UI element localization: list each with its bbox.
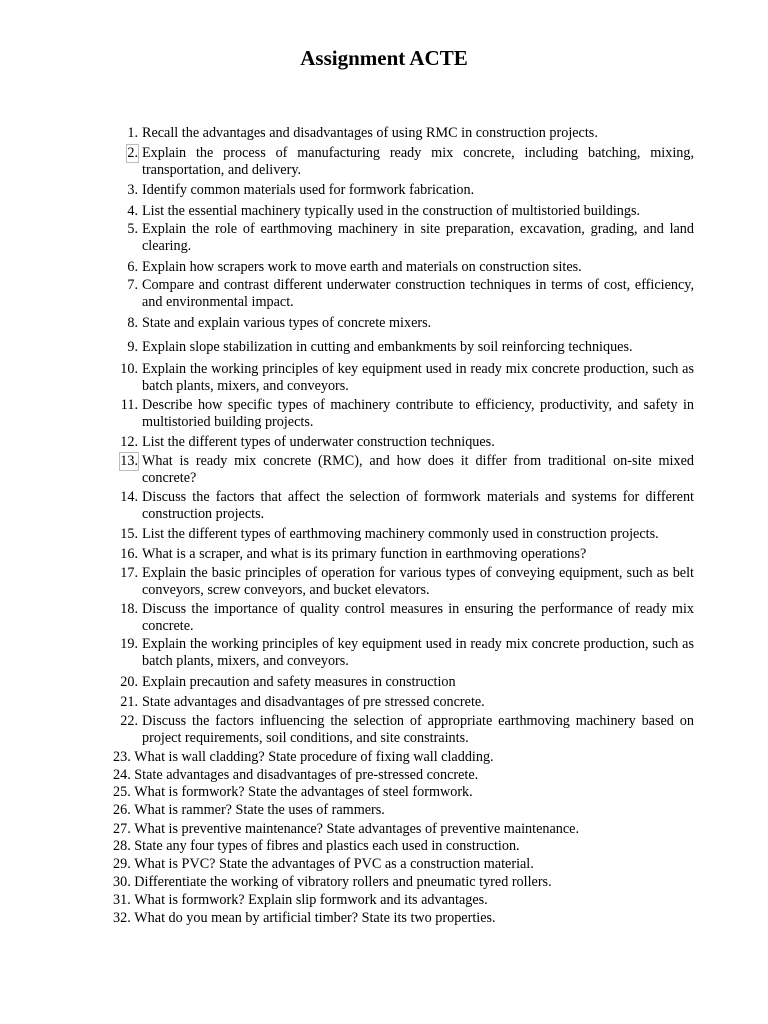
question-text: What is a scraper, and what is its primary function in earthmoving operations?	[142, 546, 587, 562]
question-number: 17.	[120, 565, 138, 581]
question-text: Compare and contrast different underwater construction techniques in terms of cost, efficiency, and environmental impact.	[142, 277, 694, 310]
question-number: 32.	[113, 910, 131, 926]
question-text: State any four types of fibres and plastics each used in construction.	[134, 838, 520, 854]
question-number: 10.	[120, 361, 138, 377]
question-item	[120, 674, 694, 691]
question-number: 5.	[127, 221, 138, 237]
question-text: What is formwork? Explain slip formwork and its advantages.	[134, 892, 488, 908]
question-item	[113, 838, 703, 855]
question-number: 29.	[113, 856, 131, 872]
question-item	[120, 546, 694, 563]
question-number: 14.	[120, 489, 138, 505]
question-item	[127, 145, 694, 179]
question-number: 24.	[113, 767, 131, 783]
question-item	[113, 821, 703, 838]
question-text: State advantages and disadvantages of pre-stressed concrete.	[134, 767, 479, 783]
question-number: 30.	[113, 874, 131, 890]
question-text: Explain the process of manufacturing ready mix concrete, including batching, mixing, transportation, and delivery.	[142, 145, 694, 178]
question-number: 31.	[113, 892, 131, 908]
question-item	[127, 259, 694, 276]
question-text: Explain the working principles of key equipment used in ready mix concrete production, such as batch plants, mixers, and conveyors.	[142, 636, 694, 669]
question-number: 12.	[120, 434, 138, 450]
question-text: What is ready mix concrete (RMC), and how does it differ from traditional on-site mixed concrete?	[142, 453, 694, 486]
question-item	[127, 182, 694, 199]
question-text: Differentiate the working of vibratory rollers and pneumatic tyred rollers.	[134, 874, 552, 890]
question-number: 7.	[127, 277, 138, 293]
question-item	[127, 221, 694, 255]
question-text: State and explain various types of concrete mixers.	[142, 315, 432, 331]
question-item	[120, 453, 694, 487]
question-number: 1.	[127, 125, 138, 141]
question-text: List the different types of underwater construction techniques.	[142, 434, 495, 450]
question-number: 23.	[113, 749, 131, 765]
question-text: List the different types of earthmoving machinery commonly used in construction projects.	[142, 526, 659, 542]
question-text: List the essential machinery typically used in the construction of multistoried buildings.	[142, 203, 641, 219]
question-text: Explain precaution and safety measures in construction	[142, 674, 456, 690]
question-number: 27.	[113, 821, 131, 837]
question-item	[127, 315, 694, 332]
question-item	[113, 856, 703, 873]
question-text: Explain the basic principles of operation for various types of conveying equipment, such as belt conveyors, screw conveyors, and bucket elevators.	[142, 565, 694, 598]
question-text: What is PVC? State the advantages of PVC as a construction material.	[134, 856, 534, 872]
question-text: What is preventive maintenance? State advantages of preventive maintenance.	[134, 821, 580, 837]
question-text: Explain the working principles of key equipment used in ready mix concrete production, such as batch plants, mixers, and conveyors.	[142, 361, 694, 394]
question-item	[120, 565, 694, 599]
question-item	[113, 874, 703, 891]
question-text: What is wall cladding? State procedure of fixing wall cladding.	[134, 749, 494, 765]
question-item	[120, 489, 694, 523]
question-number: 16.	[120, 546, 138, 562]
question-number: 28.	[113, 838, 131, 854]
question-text: Explain the role of earthmoving machinery in site preparation, excavation, grading, and land clearing.	[142, 221, 694, 254]
question-number: 22.	[120, 713, 138, 729]
question-text: Identify common materials used for formwork fabrication.	[142, 182, 475, 198]
question-item	[120, 601, 694, 635]
question-number: 3.	[127, 182, 138, 198]
question-number: 21.	[120, 694, 138, 710]
question-number: 20.	[120, 674, 138, 690]
question-number: 4.	[127, 203, 138, 219]
question-text: Discuss the importance of quality control measures in ensuring the performance of ready mix concrete.	[142, 601, 694, 634]
question-item	[120, 397, 694, 431]
question-number: 15.	[120, 526, 138, 542]
question-number: 26.	[113, 802, 131, 818]
question-item	[127, 125, 694, 142]
question-item	[120, 694, 694, 711]
question-text: What is rammer? State the uses of rammers.	[134, 802, 385, 818]
question-text: Describe how specific types of machinery contribute to efficiency, productivity, and safety in multistoried building projects.	[142, 397, 694, 430]
question-item	[120, 434, 694, 451]
question-number: 18.	[120, 601, 138, 617]
question-number: 8.	[127, 315, 138, 331]
question-item	[113, 749, 703, 766]
question-item	[127, 203, 694, 220]
question-item	[120, 526, 694, 543]
question-number: 2.	[127, 145, 138, 161]
question-text: What is formwork? State the advantages of steel formwork.	[134, 784, 473, 800]
question-item	[120, 636, 694, 670]
question-text: Discuss the factors that affect the selection of formwork materials and systems for different construction projects.	[142, 489, 694, 522]
question-text: Recall the advantages and disadvantages of using RMC in construction projects.	[142, 125, 598, 141]
question-item	[113, 802, 703, 819]
question-item	[113, 784, 703, 801]
question-item	[127, 339, 694, 356]
question-item	[120, 713, 694, 747]
question-item	[113, 892, 703, 909]
question-text: Discuss the factors influencing the selection of appropriate earthmoving machinery based on project requirements, soil conditions, and site constraints.	[142, 713, 694, 746]
question-item	[113, 910, 703, 927]
question-text: Explain slope stabilization in cutting and embankments by soil reinforcing techniques.	[142, 339, 633, 355]
question-text: What do you mean by artificial timber? State its two properties.	[134, 910, 496, 926]
question-item	[120, 361, 694, 395]
question-number: 25.	[113, 784, 131, 800]
question-number: 6.	[127, 259, 138, 275]
question-item	[127, 277, 694, 311]
page-title: Assignment ACTE	[300, 46, 468, 70]
question-number: 11.	[120, 397, 138, 413]
question-number: 9.	[127, 339, 138, 355]
question-text: Explain how scrapers work to move earth and materials on construction sites.	[142, 259, 582, 275]
question-number: 13.	[120, 453, 138, 469]
question-text: State advantages and disadvantages of pre stressed concrete.	[142, 694, 485, 710]
question-item	[113, 767, 703, 784]
question-number: 19.	[120, 636, 138, 652]
